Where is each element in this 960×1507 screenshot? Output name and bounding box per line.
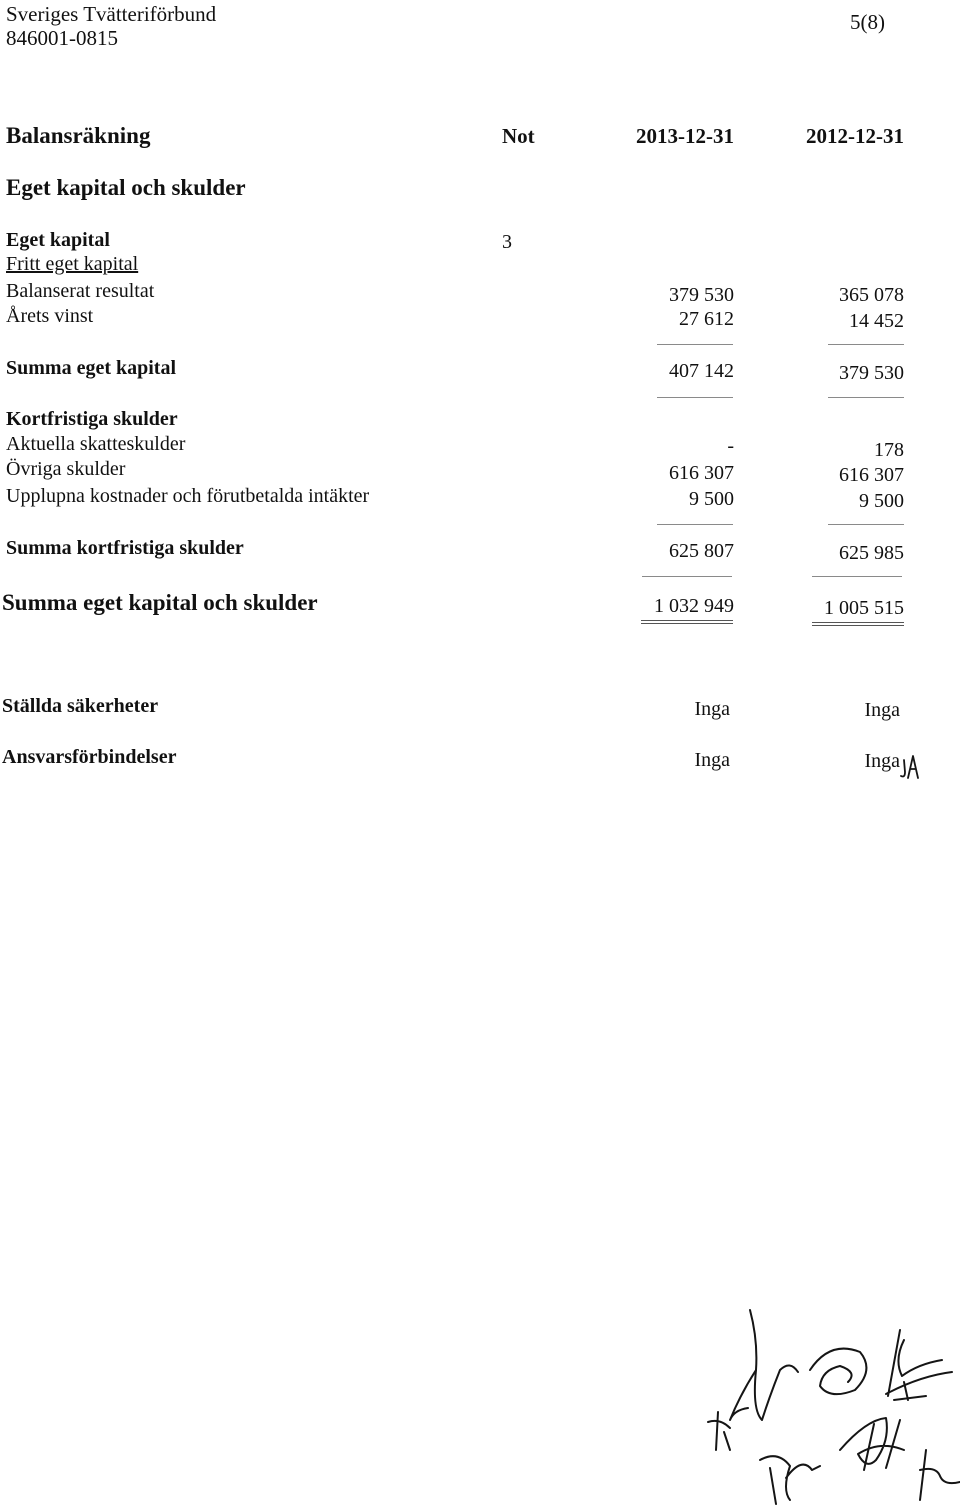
total-value-previous: 625 985: [839, 542, 904, 564]
equity-note: 3: [502, 231, 512, 253]
signature-3: [886, 1330, 952, 1400]
handwritten-initials: [900, 754, 924, 784]
total-label: Summa eget kapital: [6, 357, 176, 379]
total-value-previous: 379 530: [839, 362, 904, 384]
total-rule: [657, 397, 733, 398]
total-label: Summa kortfristiga skulder: [6, 537, 244, 559]
row-value-current: 616 307: [669, 462, 734, 484]
memo-value-previous: Inga: [864, 750, 900, 772]
page-number: 5(8): [850, 10, 885, 34]
subtotal-rule: [828, 344, 904, 345]
grand-total-label: Summa eget kapital och skulder: [2, 590, 318, 615]
row-value-current: 379 530: [669, 284, 734, 306]
row-value-previous: 14 452: [849, 310, 904, 332]
row-value-current: 27 612: [679, 308, 734, 330]
subtotal-rule: [657, 524, 733, 525]
subtotal-rule: [657, 344, 733, 345]
row-value-current: -: [727, 435, 734, 457]
total-value-current: 407 142: [669, 360, 734, 382]
grand-total-value-previous: 1 005 515: [824, 597, 904, 619]
signature-2: [810, 1349, 866, 1395]
org-number: 846001-0815: [6, 26, 118, 50]
row-label: Övriga skulder: [6, 458, 126, 480]
row-label: Årets vinst: [6, 305, 94, 327]
signature-5: [760, 1456, 820, 1504]
memo-label: Ansvarsförbindelser: [2, 746, 177, 768]
memo-value-current: Inga: [694, 749, 730, 771]
row-label: Upplupna kostnader och förutbetalda intäkter: [6, 485, 370, 507]
equity-subheading: Fritt eget kapital: [6, 253, 139, 275]
total-rule: [642, 576, 732, 577]
row-value-previous: 9 500: [859, 490, 904, 512]
memo-value-current: Inga: [694, 698, 730, 720]
signature-4: [840, 1418, 904, 1470]
equity-heading: Eget kapital: [6, 229, 110, 251]
memo-label: Ställda säkerheter: [2, 695, 159, 717]
row-label: Balanserat resultat: [6, 280, 155, 302]
double-rule: [641, 623, 733, 624]
signature-6: [920, 1450, 960, 1500]
year-previous-header: 2012-12-31: [806, 124, 904, 148]
org-name: Sveriges Tvätteriförbund: [6, 2, 217, 26]
total-value-current: 625 807: [669, 540, 734, 562]
double-rule: [812, 622, 904, 623]
subtotal-rule: [828, 524, 904, 525]
row-label: Aktuella skatteskulder: [6, 433, 186, 455]
row-value-current: 9 500: [689, 488, 734, 510]
total-rule: [812, 576, 902, 577]
statement-title: Balansräkning: [6, 123, 151, 148]
note-column-header: Not: [502, 124, 535, 148]
board-signatures: [690, 1300, 960, 1507]
memo-value-previous: Inga: [864, 699, 900, 721]
section-title: Eget kapital och skulder: [6, 175, 246, 200]
row-value-previous: 178: [874, 439, 904, 461]
double-rule: [812, 625, 904, 626]
total-rule: [828, 397, 904, 398]
row-value-previous: 365 078: [839, 284, 904, 306]
signature-1: [708, 1310, 798, 1450]
row-value-previous: 616 307: [839, 464, 904, 486]
grand-total-value-current: 1 032 949: [654, 595, 734, 617]
double-rule: [641, 620, 733, 621]
year-current-header: 2013-12-31: [636, 124, 734, 148]
short-term-heading: Kortfristiga skulder: [6, 408, 178, 430]
